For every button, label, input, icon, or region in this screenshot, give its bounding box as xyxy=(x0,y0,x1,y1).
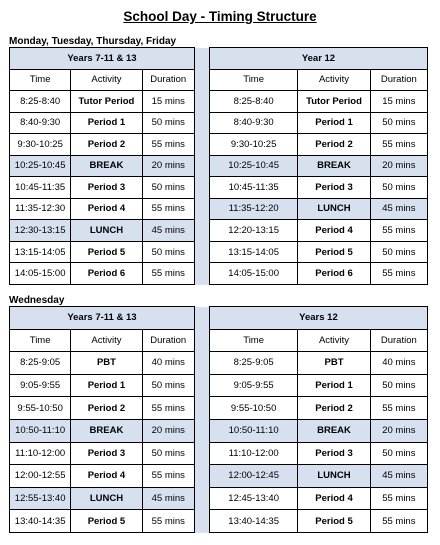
group-heading: Year 12 xyxy=(209,48,427,70)
cell-time: 9:05-9:55 xyxy=(10,374,71,397)
column-header: Time xyxy=(209,329,297,352)
cell-time: 8:40-9:30 xyxy=(209,112,297,134)
cell-time: 8:25-9:05 xyxy=(10,352,71,375)
cell-activity: LUNCH xyxy=(298,465,370,488)
group-heading: Years 7-11 & 13 xyxy=(10,307,195,330)
table-row xyxy=(10,442,428,465)
cell-activity: BREAK xyxy=(298,419,370,442)
column-header: Duration xyxy=(370,329,427,352)
cell-activity: Tutor Period xyxy=(71,91,142,113)
cell-time: 8:40-9:30 xyxy=(10,112,71,134)
cell-duration: 40 mins xyxy=(370,352,427,375)
cell-time: 9:30-10:25 xyxy=(10,134,71,156)
cell-duration: 55 mins xyxy=(142,510,194,533)
cell-activity: Period 4 xyxy=(298,487,370,510)
column-header: Duration xyxy=(142,329,194,352)
cell-time: 9:05-9:55 xyxy=(209,374,297,397)
table-row xyxy=(10,419,428,442)
cell-duration: 20 mins xyxy=(142,419,194,442)
cell-activity: Period 3 xyxy=(71,177,142,199)
timetable-mon-fri xyxy=(9,47,428,285)
group-heading-row xyxy=(10,307,428,330)
table-row xyxy=(10,374,428,397)
table-row xyxy=(10,198,428,220)
cell-duration: 50 mins xyxy=(370,442,427,465)
cell-time: 13:40-14:35 xyxy=(10,510,71,533)
cell-time: 11:35-12:30 xyxy=(10,198,71,220)
cell-duration: 20 mins xyxy=(142,155,194,177)
cell-time: 8:25-9:05 xyxy=(209,352,297,375)
cell-activity: BREAK xyxy=(71,419,142,442)
cell-activity: LUNCH xyxy=(298,198,370,220)
cell-activity: Period 1 xyxy=(298,112,370,134)
column-header: Activity xyxy=(71,329,142,352)
cell-activity: Period 6 xyxy=(298,263,370,285)
cell-duration: 55 mins xyxy=(370,397,427,420)
cell-activity: Period 1 xyxy=(71,112,142,134)
cell-time: 9:30-10:25 xyxy=(209,134,297,156)
table-row xyxy=(10,510,428,533)
cell-activity: Tutor Period xyxy=(298,91,370,113)
cell-duration: 40 mins xyxy=(142,352,194,375)
cell-time: 13:40-14:35 xyxy=(209,510,297,533)
cell-duration: 45 mins xyxy=(142,487,194,510)
column-header: Activity xyxy=(298,69,370,91)
cell-duration: 55 mins xyxy=(370,220,427,242)
cell-activity: PBT xyxy=(71,352,142,375)
cell-activity: Period 3 xyxy=(298,442,370,465)
table-row xyxy=(10,112,428,134)
cell-duration: 55 mins xyxy=(142,134,194,156)
cell-activity: Period 2 xyxy=(71,397,142,420)
cell-time: 14:05-15:00 xyxy=(10,263,71,285)
cell-duration: 50 mins xyxy=(370,112,427,134)
cell-time: 12:20-13:15 xyxy=(209,220,297,242)
cell-time: 10:50-11:10 xyxy=(209,419,297,442)
cell-activity: Period 2 xyxy=(71,134,142,156)
cell-time: 13:15-14:05 xyxy=(10,241,71,263)
cell-time: 10:45-11:35 xyxy=(10,177,71,199)
cell-activity: Period 3 xyxy=(298,177,370,199)
column-header: Time xyxy=(10,329,71,352)
cell-duration: 55 mins xyxy=(142,263,194,285)
group-heading-row xyxy=(10,48,428,70)
cell-time: 13:15-14:05 xyxy=(209,241,297,263)
cell-time: 8:25-8:40 xyxy=(209,91,297,113)
table-row xyxy=(10,220,428,242)
cell-activity: LUNCH xyxy=(71,220,142,242)
cell-duration: 55 mins xyxy=(370,263,427,285)
cell-duration: 55 mins xyxy=(142,465,194,488)
cell-time: 9:55-10:50 xyxy=(209,397,297,420)
group-heading: Years 12 xyxy=(209,307,427,330)
column-header: Activity xyxy=(298,329,370,352)
column-header: Duration xyxy=(142,69,194,91)
table-row xyxy=(10,177,428,199)
table-row xyxy=(10,155,428,177)
table-row xyxy=(10,263,428,285)
cell-activity: Period 5 xyxy=(298,241,370,263)
cell-time: 12:00-12:55 xyxy=(10,465,71,488)
cell-time: 10:50-11:10 xyxy=(10,419,71,442)
cell-time: 12:30-13:15 xyxy=(10,220,71,242)
table-row xyxy=(10,487,428,510)
cell-time: 14:05-15:00 xyxy=(209,263,297,285)
timetable-wednesday xyxy=(9,306,428,533)
table-row xyxy=(10,352,428,375)
table-row xyxy=(10,91,428,113)
cell-duration: 45 mins xyxy=(142,220,194,242)
cell-time: 11:35-12:20 xyxy=(209,198,297,220)
cell-time: 12:00-12:45 xyxy=(209,465,297,488)
cell-duration: 20 mins xyxy=(370,155,427,177)
cell-duration: 50 mins xyxy=(370,374,427,397)
cell-time: 12:55-13:40 xyxy=(10,487,71,510)
cell-time: 8:25-8:40 xyxy=(10,91,71,113)
table-row xyxy=(10,241,428,263)
cell-duration: 50 mins xyxy=(142,177,194,199)
cell-time: 11:10-12:00 xyxy=(209,442,297,465)
cell-duration: 50 mins xyxy=(142,374,194,397)
cell-activity: Period 4 xyxy=(71,198,142,220)
cell-duration: 50 mins xyxy=(142,112,194,134)
cell-duration: 50 mins xyxy=(142,442,194,465)
cell-duration: 55 mins xyxy=(370,510,427,533)
cell-activity: Period 3 xyxy=(71,442,142,465)
table-row xyxy=(10,465,428,488)
cell-time: 10:25-10:45 xyxy=(209,155,297,177)
cell-activity: BREAK xyxy=(298,155,370,177)
cell-activity: Period 2 xyxy=(298,397,370,420)
cell-duration: 55 mins xyxy=(370,134,427,156)
table-row xyxy=(10,134,428,156)
cell-time: 12:45-13:40 xyxy=(209,487,297,510)
cell-time: 10:45-11:35 xyxy=(209,177,297,199)
cell-activity: LUNCH xyxy=(71,487,142,510)
page-title: School Day - Timing Structure xyxy=(123,9,317,24)
cell-time: 10:25-10:45 xyxy=(10,155,71,177)
column-header-row xyxy=(10,329,428,352)
group-heading: Years 7-11 & 13 xyxy=(10,48,195,70)
cell-activity: Period 4 xyxy=(298,220,370,242)
column-header: Duration xyxy=(370,69,427,91)
cell-activity: Period 4 xyxy=(71,465,142,488)
section-label-mon-fri: Monday, Tuesday, Thursday, Friday xyxy=(9,36,177,47)
cell-duration: 50 mins xyxy=(142,241,194,263)
cell-duration: 55 mins xyxy=(142,397,194,420)
column-header-row xyxy=(10,69,428,91)
cell-activity: Period 1 xyxy=(71,374,142,397)
cell-duration: 45 mins xyxy=(370,465,427,488)
cell-duration: 15 mins xyxy=(142,91,194,113)
cell-activity: Period 5 xyxy=(71,241,142,263)
cell-time: 11:10-12:00 xyxy=(10,442,71,465)
cell-duration: 20 mins xyxy=(370,419,427,442)
cell-duration: 15 mins xyxy=(370,91,427,113)
cell-activity: BREAK xyxy=(71,155,142,177)
cell-duration: 45 mins xyxy=(370,198,427,220)
cell-activity: Period 5 xyxy=(71,510,142,533)
cell-time: 9:55-10:50 xyxy=(10,397,71,420)
cell-duration: 55 mins xyxy=(370,487,427,510)
column-header: Time xyxy=(10,69,71,91)
table-divider xyxy=(194,307,209,533)
cell-activity: Period 6 xyxy=(71,263,142,285)
cell-activity: Period 5 xyxy=(298,510,370,533)
cell-activity: Period 1 xyxy=(298,374,370,397)
section-label-wednesday: Wednesday xyxy=(9,295,65,306)
column-header: Time xyxy=(209,69,297,91)
cell-duration: 55 mins xyxy=(142,198,194,220)
table-row xyxy=(10,397,428,420)
cell-activity: PBT xyxy=(298,352,370,375)
cell-activity: Period 2 xyxy=(298,134,370,156)
column-header: Activity xyxy=(71,69,142,91)
cell-duration: 50 mins xyxy=(370,177,427,199)
table-divider xyxy=(194,48,209,285)
cell-duration: 50 mins xyxy=(370,241,427,263)
